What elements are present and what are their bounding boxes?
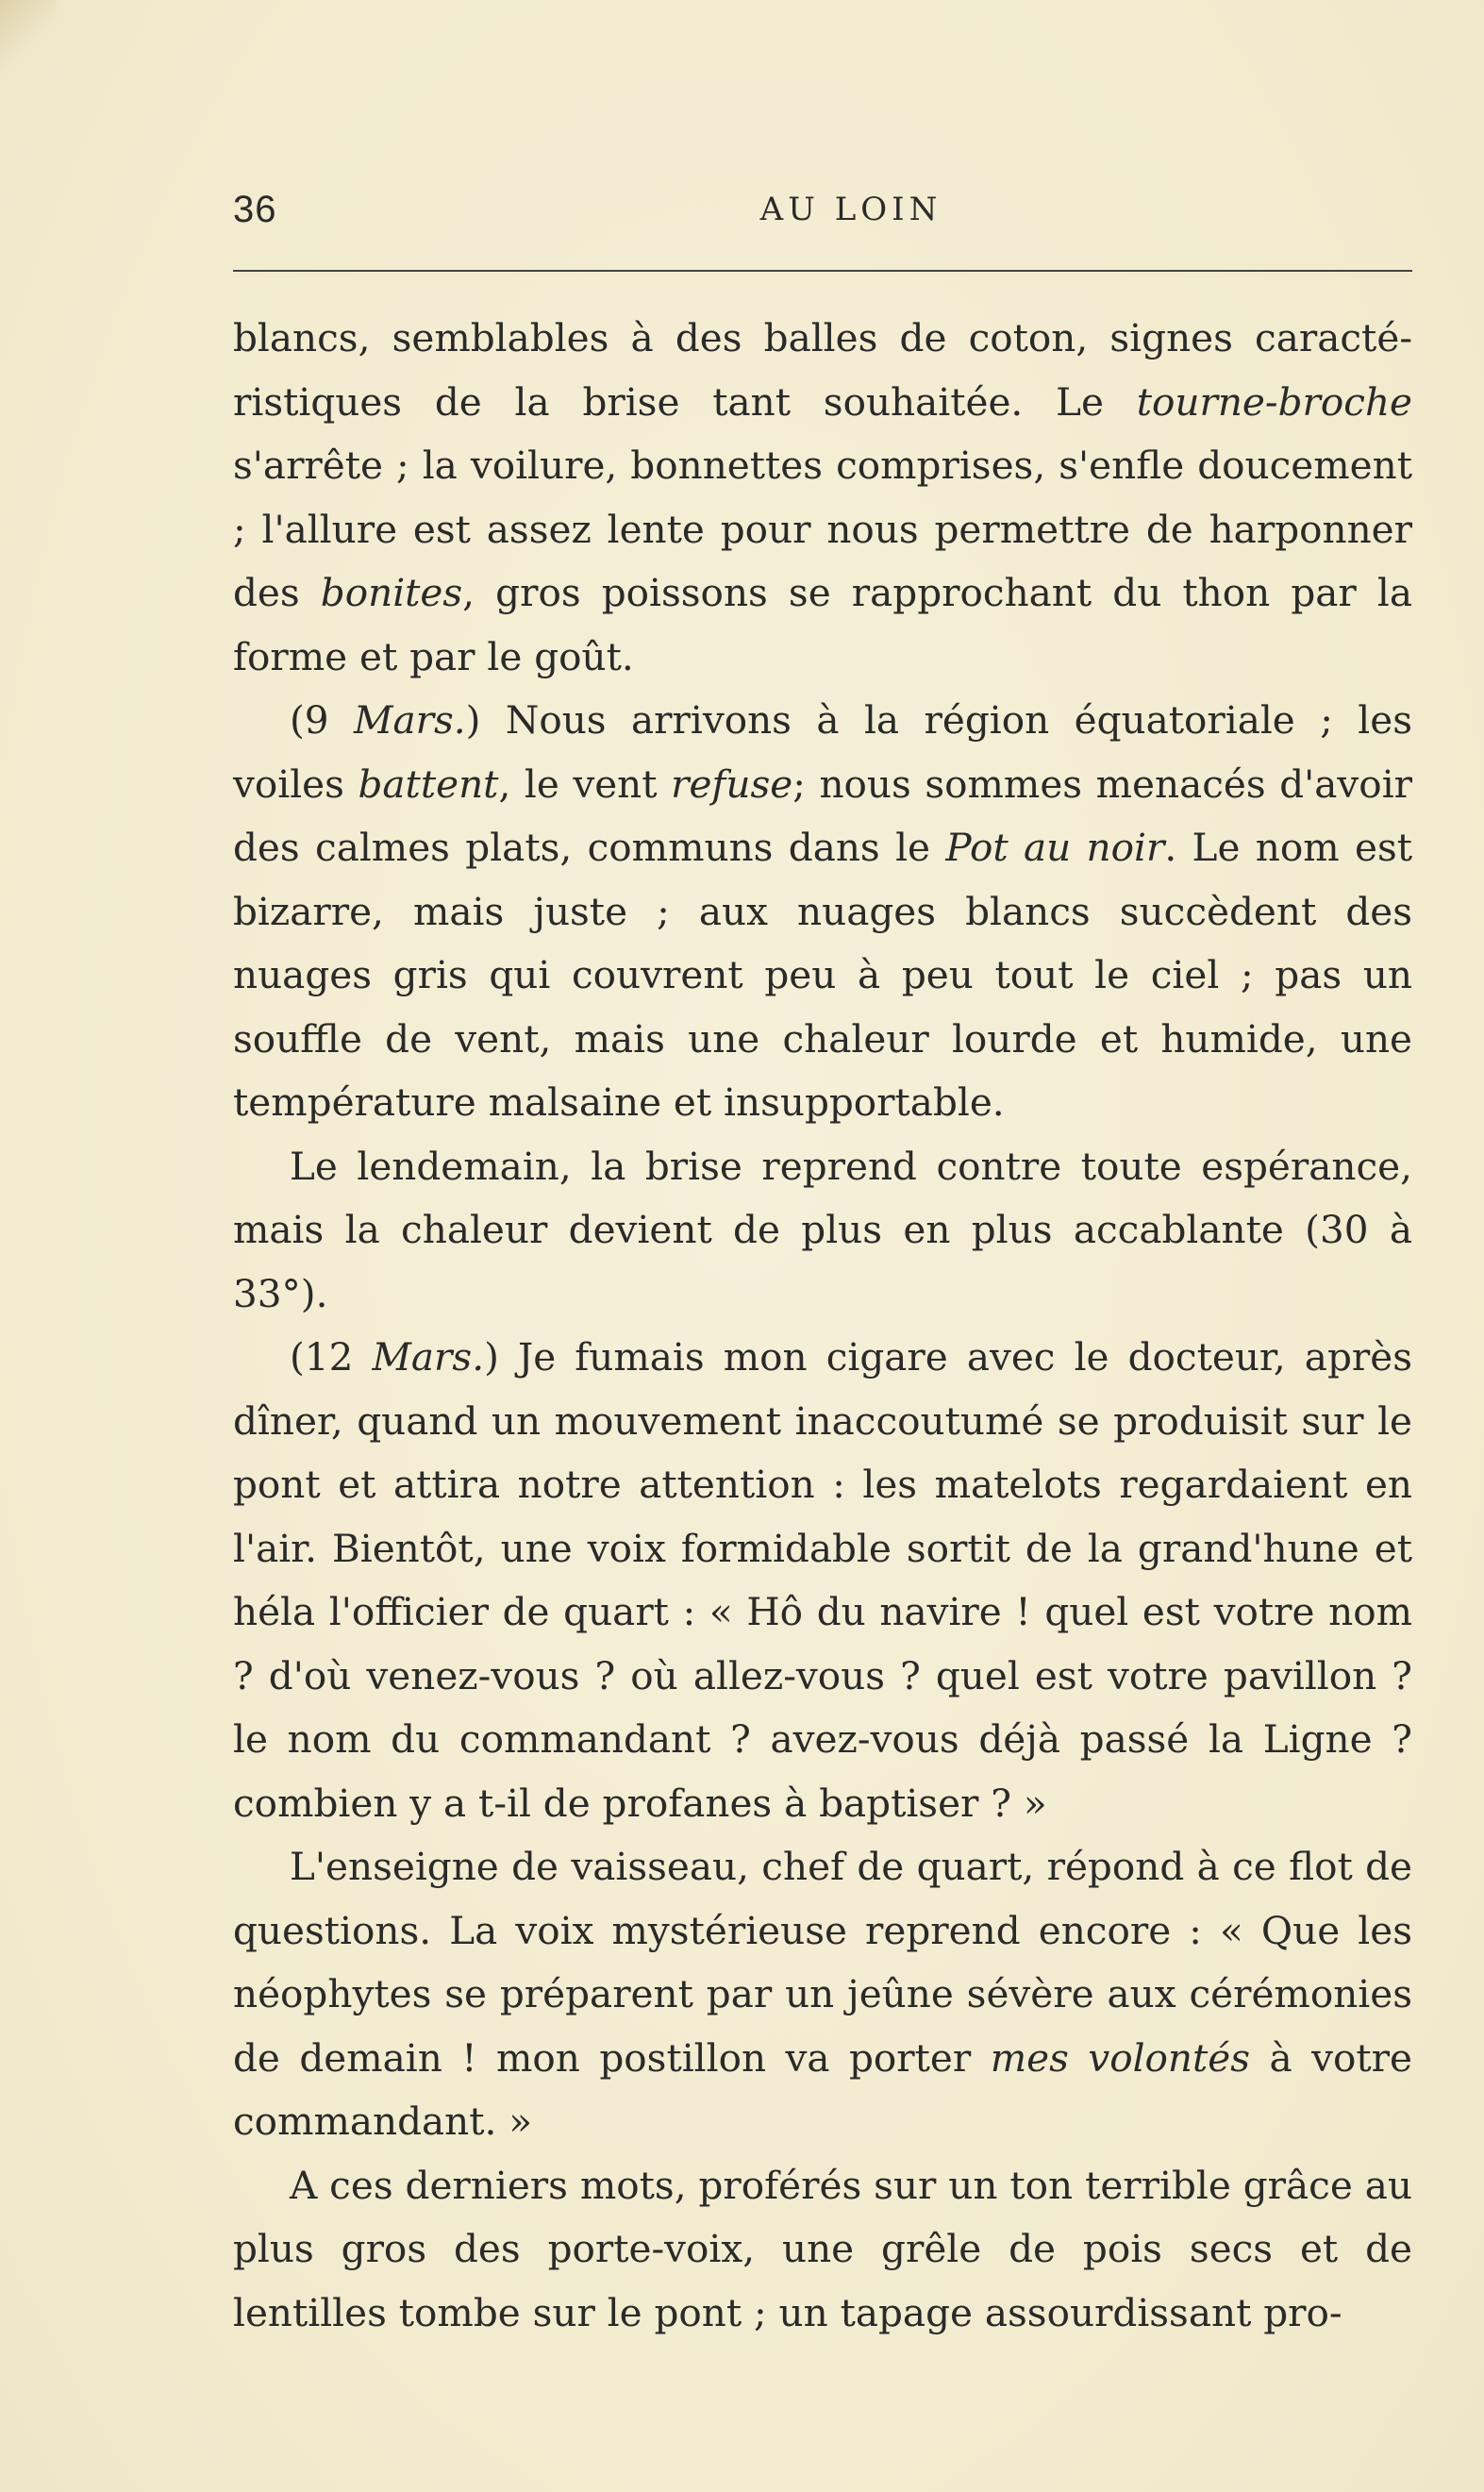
italic-text: bonites (320, 570, 463, 615)
text-run: Le lendemain, la brise reprend contre toute espérance, mais la chaleur devient de plus en plus accablante (30 à 33°). (233, 1143, 1412, 1316)
paragraph (233, 1135, 1412, 1327)
italic-text: mes volontés (990, 2034, 1251, 2081)
text-run: L'enseigne de vaisseau, chef de quart, répond à ce flot de questions. La voix mystérieuse reprend encore : « Que les néophytes se préparent par un jeûne sévère aux cérémonies de demain ! mon postillon va porter (233, 1844, 1412, 2081)
text-run: ) Nous arrivons à la région équatoriale ; les voiles (233, 697, 1412, 807)
text-run: ; nous sommes menacés d'avoir des calmes plats, communs dans le (233, 761, 1413, 870)
text-run: ) Je fumais mon cigare avec le docteur, après dîner, quand un mouvement inaccoutumé se produisit sur le pont et attira notre attention : les matelots regardaient en l'air. Bientôt, une voix formidable sortit de la grand'hune et héla l'officier de quart : « Hô du navire ! quel est votre nom ? d'où venez-vous ? où allez-vous ? quel est votre pavillon ? le nom du commandant ? avez-vous déjà passé la Ligne ? combien y a t-il de profanes à baptiser ? » (233, 1334, 1412, 1826)
text-run: A ces derniers mots, proférés sur un ton terrible grâce au plus gros des porte-voix, une grêle de pois secs et de lentilles tombe sur le pont ; un tapage assourdissant pro- (233, 2162, 1412, 2335)
page-number: 36 (233, 189, 277, 230)
paragraph (233, 1326, 1412, 1835)
paragraph (233, 1835, 1412, 2154)
text-run: blancs, semblables à des balles de coton, signes caractéristiques de la brise tant souhaitée. Le (233, 315, 1412, 425)
body-text (233, 307, 1412, 2345)
text-run: s'arrête ; la voilure, bonnettes comprises, s'enfle doucement ; l'allure est assez lente pour nous permettre de harponner des (233, 443, 1412, 615)
italic-text: battent (358, 761, 499, 807)
running-title: AU LOIN (759, 191, 942, 228)
text-run: , gros poissons se rapprochant du thon par la forme et par le goût. (233, 570, 1412, 679)
header-rule (233, 270, 1412, 272)
page-corner-fold (0, 0, 57, 75)
text-run: (12 (290, 1334, 373, 1380)
running-head (233, 181, 1412, 238)
text-run: à votre commandant. » (233, 2034, 1412, 2144)
italic-text: Mars. (372, 1334, 485, 1380)
italic-text: Mars. (354, 697, 466, 743)
text-run: , le vent (498, 761, 672, 807)
italic-text: Pot au noir (945, 825, 1165, 870)
text-run: (9 (290, 697, 355, 743)
paragraph (233, 2154, 1412, 2346)
text-run: . Le nom est bizarre, mais juste ; aux nuages blancs succèdent des nuages gris qui couvrent peu à peu tout le ciel ; pas un souffle de vent, mais une chaleur lourde et humide, une température malsaine et insupportable. (233, 825, 1413, 1125)
italic-text: refuse (671, 761, 793, 807)
paragraph (233, 689, 1412, 1135)
paragraph (233, 307, 1412, 689)
italic-text: tourne-broche (1136, 378, 1412, 425)
